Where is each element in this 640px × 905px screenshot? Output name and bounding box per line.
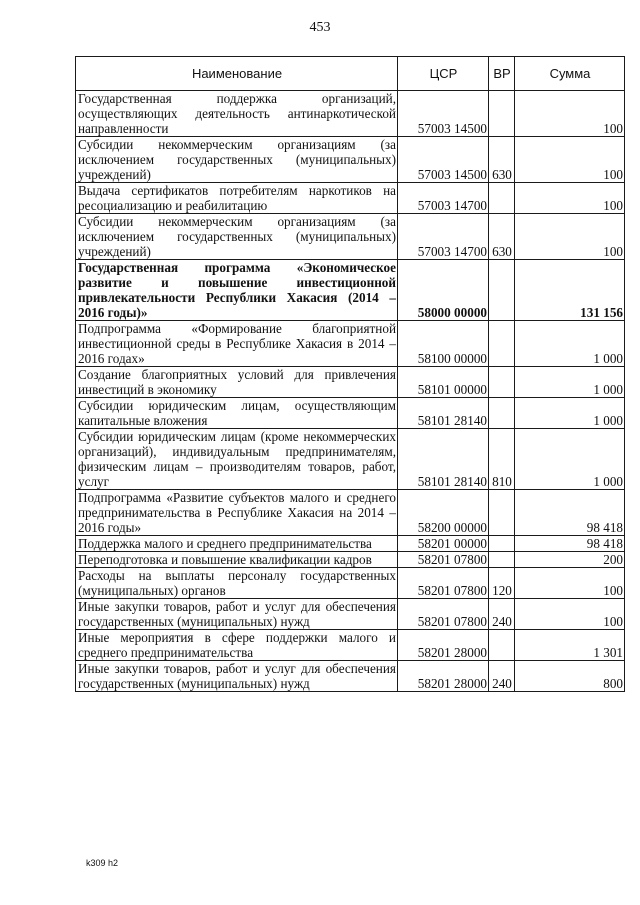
row-name: Подпрограмма «Развитие субъектов малого и среднего предпринимательства в Республике Хакасия на 2014 – 2016 годы»	[76, 490, 398, 536]
table-row	[76, 398, 625, 429]
row-vr: 630	[489, 214, 515, 260]
table-row	[76, 321, 625, 367]
row-csr: 58201 07800	[398, 552, 489, 568]
row-csr: 57003 14500	[398, 137, 489, 183]
header-csr: ЦСР	[398, 57, 489, 91]
row-csr: 58201 28000	[398, 630, 489, 661]
row-csr: 57003 14700	[398, 183, 489, 214]
row-csr: 58201 00000	[398, 536, 489, 552]
row-sum: 1 000	[515, 367, 625, 398]
row-csr: 58201 07800	[398, 568, 489, 599]
table-row	[76, 599, 625, 630]
row-name: Субсидии юридическим лицам (кроме некоммерческих организаций), индивидуальным предпринимателям, физическим лицам – производителям товаров, работ, услуг	[76, 429, 398, 490]
header-name: Наименование	[76, 57, 398, 91]
row-sum: 1 000	[515, 398, 625, 429]
row-vr: 240	[489, 599, 515, 630]
page-number: 453	[309, 20, 331, 35]
table-header-row	[76, 57, 625, 91]
header-vr: ВР	[489, 57, 515, 91]
row-name: Создание благоприятных условий для привлечения инвестиций в экономику	[76, 367, 398, 398]
row-name: Государственная программа «Экономическое развитие и повышение инвестиционной привлекательности Республики Хакасия (2014 – 2016 годы)»	[76, 260, 398, 321]
row-vr	[489, 91, 515, 137]
table-row	[76, 137, 625, 183]
row-csr: 58101 28140	[398, 429, 489, 490]
row-vr	[489, 260, 515, 321]
row-vr	[489, 398, 515, 429]
row-sum: 1 301	[515, 630, 625, 661]
table-row	[76, 536, 625, 552]
row-vr	[489, 183, 515, 214]
table-row	[76, 429, 625, 490]
row-sum: 800	[515, 661, 625, 692]
row-csr: 58201 07800	[398, 599, 489, 630]
table-row	[76, 260, 625, 321]
row-name: Государственная поддержка организаций, осуществляющих деятельность антинаркотической направленности	[76, 91, 398, 137]
row-name: Иные закупки товаров, работ и услуг для обеспечения государственных (муниципальных) нужд	[76, 599, 398, 630]
table-body	[76, 91, 625, 692]
row-name: Подпрограмма «Формирование благоприятной инвестиционной среды в Республике Хакасия в 2014 – 2016 годах»	[76, 321, 398, 367]
row-csr: 58101 00000	[398, 367, 489, 398]
row-vr	[489, 536, 515, 552]
row-sum: 100	[515, 214, 625, 260]
footer-code: k309 h2	[86, 858, 119, 868]
row-sum: 100	[515, 183, 625, 214]
row-csr: 58101 28140	[398, 398, 489, 429]
table-row	[76, 214, 625, 260]
row-vr	[489, 490, 515, 536]
row-name: Выдача сертификатов потребителям наркотиков на ресоциализацию и реабилитацию	[76, 183, 398, 214]
row-csr: 57003 14500	[398, 91, 489, 137]
row-vr	[489, 367, 515, 398]
table-row	[76, 552, 625, 568]
row-sum: 100	[515, 568, 625, 599]
row-csr: 58200 00000	[398, 490, 489, 536]
row-sum: 131 156	[515, 260, 625, 321]
row-name: Поддержка малого и среднего предпринимательства	[76, 536, 398, 552]
row-csr: 57003 14700	[398, 214, 489, 260]
row-name: Иные мероприятия в сфере поддержки малого и среднего предпринимательства	[76, 630, 398, 661]
table-row	[76, 367, 625, 398]
table-row	[76, 630, 625, 661]
row-csr: 58100 00000	[398, 321, 489, 367]
row-name: Расходы на выплаты персоналу государственных (муниципальных) органов	[76, 568, 398, 599]
table-row	[76, 661, 625, 692]
row-sum: 1 000	[515, 321, 625, 367]
table-row	[76, 568, 625, 599]
budget-table	[75, 56, 625, 692]
row-name: Субсидии некоммерческим организациям (за исключением государственных (муниципальных) учреждений)	[76, 137, 398, 183]
row-sum: 1 000	[515, 429, 625, 490]
row-sum: 98 418	[515, 490, 625, 536]
row-vr: 120	[489, 568, 515, 599]
table-row	[76, 183, 625, 214]
row-vr: 630	[489, 137, 515, 183]
row-vr	[489, 552, 515, 568]
table-row	[76, 91, 625, 137]
row-name: Переподготовка и повышение квалификации кадров	[76, 552, 398, 568]
row-name: Иные закупки товаров, работ и услуг для обеспечения государственных (муниципальных) нужд	[76, 661, 398, 692]
row-vr	[489, 630, 515, 661]
table-row	[76, 490, 625, 536]
row-sum: 200	[515, 552, 625, 568]
row-sum: 100	[515, 91, 625, 137]
row-sum: 100	[515, 599, 625, 630]
row-name: Субсидии некоммерческим организациям (за исключением государственных (муниципальных) учреждений)	[76, 214, 398, 260]
row-sum: 100	[515, 137, 625, 183]
row-vr: 240	[489, 661, 515, 692]
header-sum: Сумма	[515, 57, 625, 91]
row-sum: 98 418	[515, 536, 625, 552]
row-name: Субсидии юридическим лицам, осуществляющим капитальные вложения	[76, 398, 398, 429]
row-csr: 58000 00000	[398, 260, 489, 321]
row-csr: 58201 28000	[398, 661, 489, 692]
row-vr	[489, 321, 515, 367]
row-vr: 810	[489, 429, 515, 490]
